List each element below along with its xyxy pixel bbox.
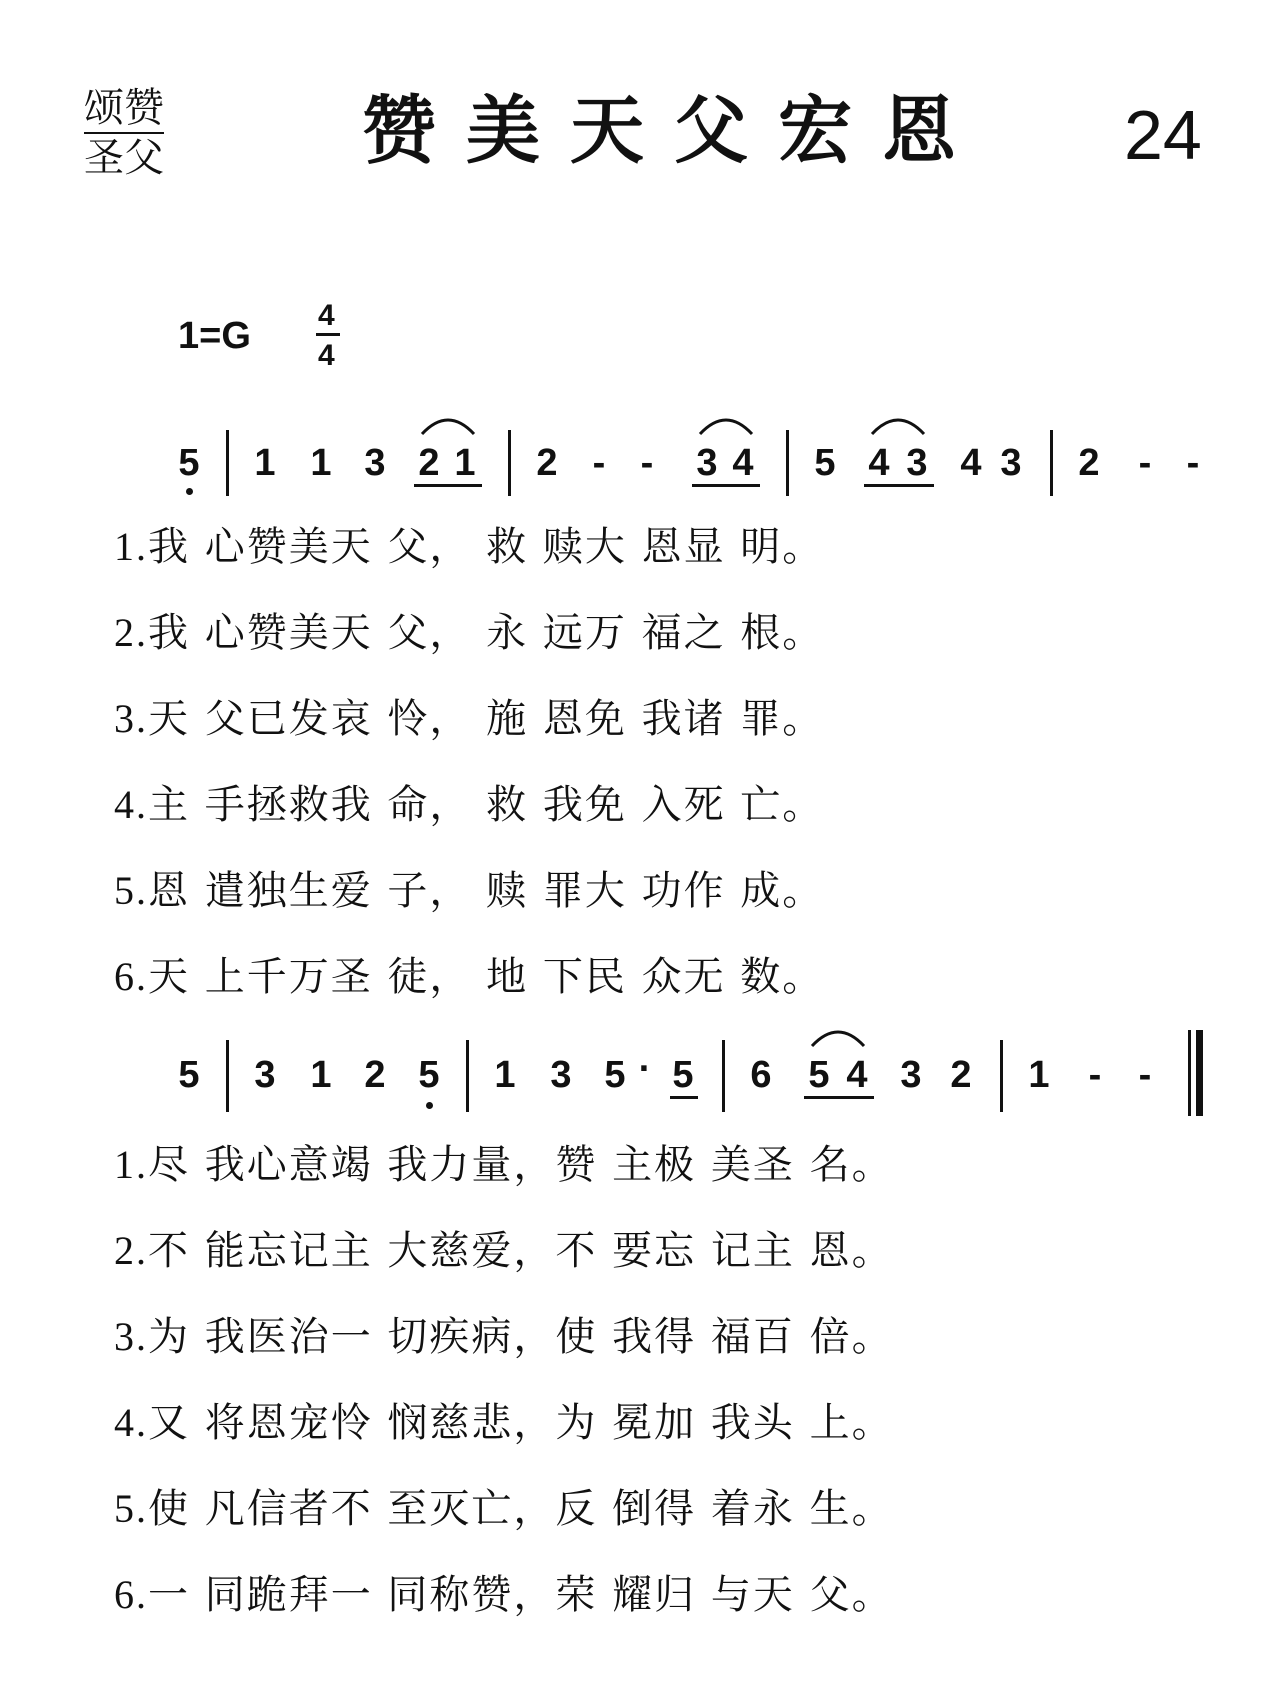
hymn-number: 24 [1124, 96, 1202, 174]
note: 4 [732, 442, 754, 484]
note: - [1088, 1054, 1102, 1096]
note: 4 [960, 442, 982, 484]
lyric-text: 天 上千万圣 徒， 地 下民 众无 数。 [148, 954, 825, 1000]
note: 1 [310, 442, 332, 484]
verse-number: 4. [114, 782, 148, 827]
final-barline-thin [1188, 1030, 1191, 1116]
barline [226, 1040, 229, 1112]
note: 5 [178, 442, 200, 484]
verse-number: 2. [114, 610, 148, 655]
note: 3 [900, 1054, 922, 1096]
verse-number: 5. [114, 868, 148, 913]
note: 2 [364, 1054, 386, 1096]
barline [722, 1040, 725, 1112]
note: - [1138, 1054, 1152, 1096]
note: 5 [418, 1054, 440, 1096]
note: 1 [254, 442, 276, 484]
lyric-text: 天 父已发哀 怜， 施 恩免 我诸 罪。 [148, 696, 825, 742]
note: 4 [846, 1054, 868, 1096]
barline [226, 430, 229, 496]
verse-number: 4. [114, 1400, 148, 1445]
lyric-text: 尽 我心意竭 我力量，赞 主极 美圣 名。 [148, 1142, 894, 1188]
note: 5 [808, 1054, 830, 1096]
lyric-line [114, 1484, 894, 1534]
note: 1 [454, 442, 476, 484]
lyric-text: 主 手拯救我 命， 救 我免 入死 亡。 [148, 782, 825, 828]
lyric-line [114, 1312, 894, 1362]
lyric-text: 又 将恩宠怜 悯慈悲，为 冕加 我头 上。 [148, 1400, 894, 1446]
note: - [640, 442, 654, 484]
time-signature-divider [316, 333, 340, 336]
barline [1000, 1040, 1003, 1112]
lyric-line [114, 608, 824, 658]
verse-number: 5. [114, 1486, 148, 1531]
lyric-line [114, 952, 824, 1002]
lyric-text: 为 我医治一 切疾病，使 我得 福百 倍。 [148, 1314, 894, 1360]
lyric-line [114, 1140, 894, 1190]
final-barline-thick [1196, 1030, 1203, 1116]
note: 5 [672, 1054, 694, 1096]
lyric-text: 我 心赞美天 父， 永 远万 福之 根。 [148, 610, 825, 656]
barline [466, 1040, 469, 1112]
lyric-text: 一 同跪拜一 同称赞，荣 耀归 与天 父。 [148, 1572, 894, 1618]
key-signature: 1=G [178, 315, 251, 357]
time-signature-top: 4 [318, 299, 335, 332]
lyric-line [114, 866, 824, 916]
note: 3 [906, 442, 928, 484]
slur-mark [808, 1024, 868, 1048]
category-label-bottom: 圣父 [84, 135, 164, 181]
verse-number: 1. [114, 1142, 148, 1187]
barline [508, 430, 511, 496]
lyric-text: 恩 遣独生爱 子， 赎 罪大 功作 成。 [148, 868, 825, 914]
lyric-line [114, 780, 824, 830]
note: 3 [550, 1054, 572, 1096]
note: 1 [1028, 1054, 1050, 1096]
barline [1050, 430, 1053, 496]
note: 1 [310, 1054, 332, 1096]
slur-mark [868, 412, 928, 436]
lyric-line [114, 1226, 894, 1276]
hymn-title: 赞美天父宏恩 [362, 88, 986, 174]
lyric-line [114, 522, 824, 572]
note: 1 [494, 1054, 516, 1096]
lyric-text: 我 心赞美天 父， 救 赎大 恩显 明。 [148, 524, 825, 570]
lower-octave-dot [426, 1102, 433, 1109]
eighth-underline [864, 484, 934, 487]
note: - [1186, 442, 1200, 484]
note: 5 [814, 442, 836, 484]
verse-number: 1. [114, 524, 148, 569]
note: 3 [364, 442, 386, 484]
note: 2 [536, 442, 558, 484]
note: 2 [1078, 442, 1100, 484]
lyric-line [114, 1570, 894, 1620]
note: 2 [418, 442, 440, 484]
note: - [1138, 442, 1152, 484]
note: 3 [254, 1054, 276, 1096]
eighth-underline [804, 1096, 874, 1099]
note: 3 [696, 442, 718, 484]
lyric-text: 不 能忘记主 大慈爱，不 要忘 记主 恩。 [148, 1228, 894, 1274]
eighth-underline [414, 484, 482, 487]
slur-mark [418, 412, 478, 436]
eighth-underline [692, 484, 760, 487]
note: 5 [604, 1054, 626, 1096]
verse-number: 3. [114, 1314, 148, 1359]
note: 2 [950, 1054, 972, 1096]
verse-number: 6. [114, 954, 148, 999]
lyric-line [114, 694, 824, 744]
lyric-line [114, 1398, 894, 1448]
lyric-text: 使 凡信者不 至灭亡，反 倒得 着永 生。 [148, 1486, 894, 1532]
category-label-top: 颂赞 [84, 85, 164, 131]
eighth-underline [670, 1096, 698, 1099]
lower-octave-dot [186, 488, 193, 495]
verse-number: 3. [114, 696, 148, 741]
note: 4 [868, 442, 890, 484]
verse-number: 6. [114, 1572, 148, 1617]
note: 3 [1000, 442, 1022, 484]
verse-number: 2. [114, 1228, 148, 1273]
note: - [592, 442, 606, 484]
barline [786, 430, 789, 496]
time-signature-bottom: 4 [318, 339, 335, 372]
note: 5 [178, 1054, 200, 1096]
note: 6 [750, 1054, 772, 1096]
dotted-note-mark: · [638, 1048, 652, 1090]
slur-mark [696, 412, 756, 436]
